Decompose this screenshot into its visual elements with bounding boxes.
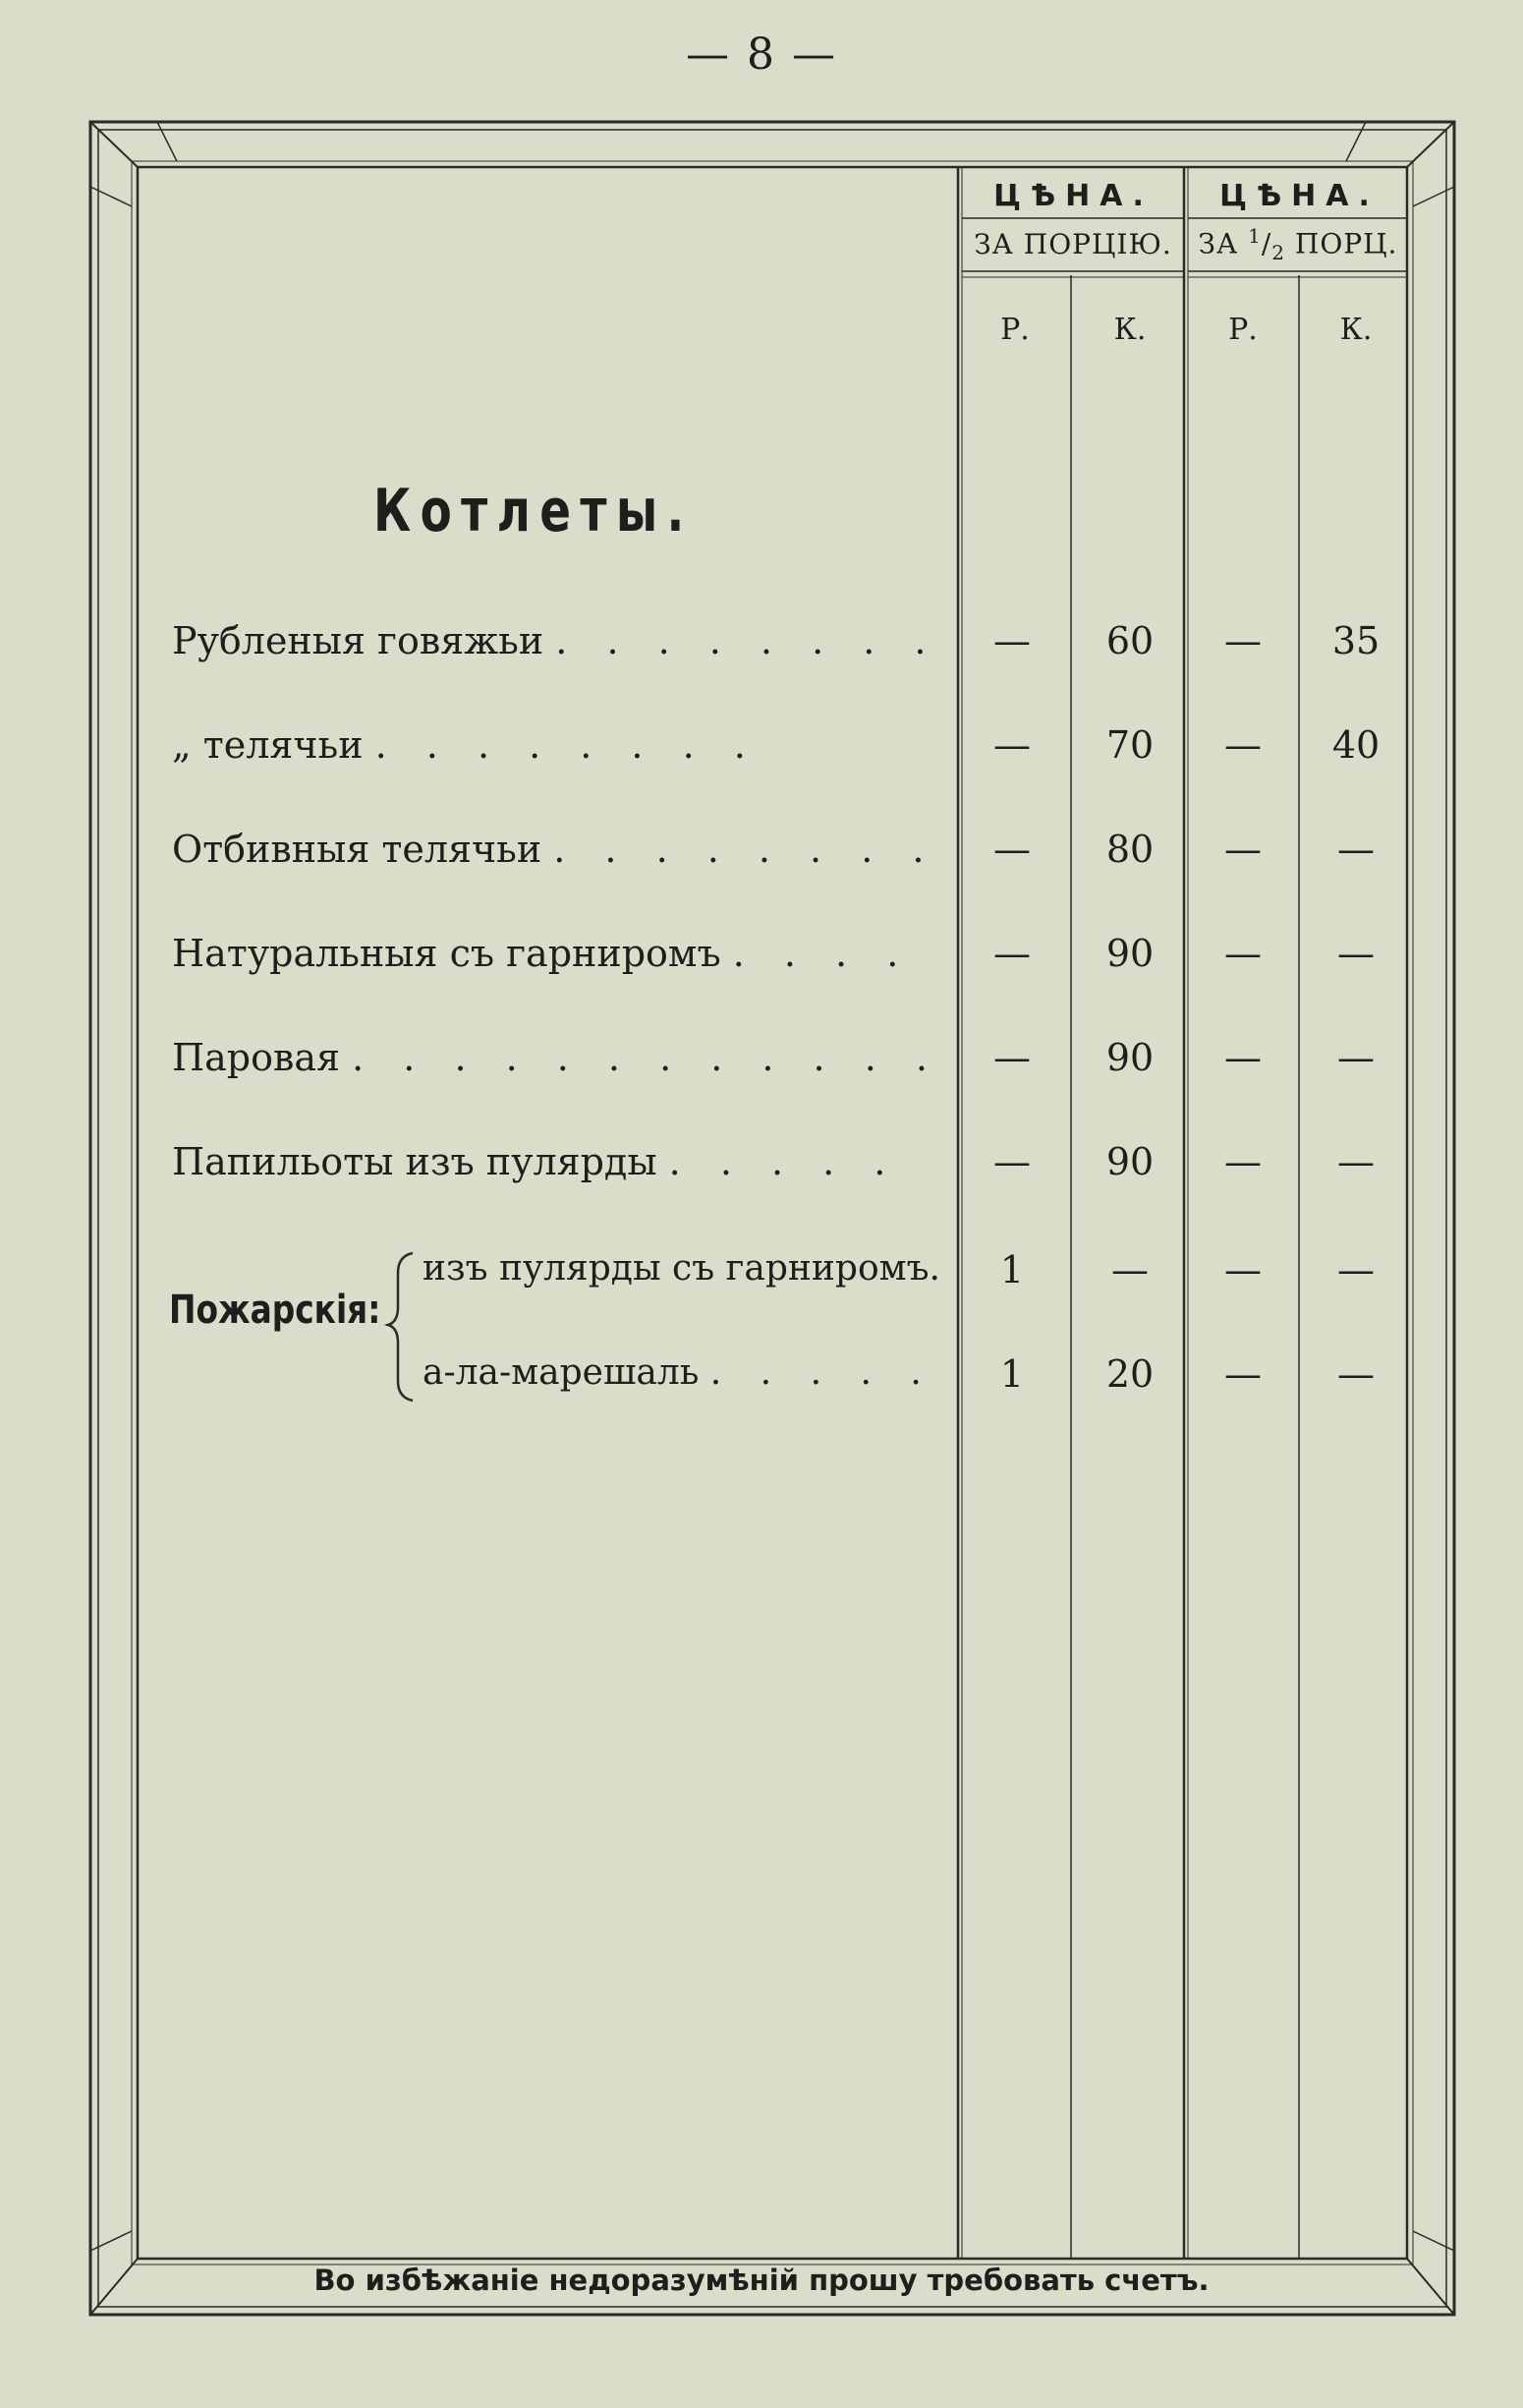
price-full-kopecks: 90 [1105,1140,1155,1183]
menu-item-row [0,1140,1523,1199]
price-half-kopecks: — [1337,1036,1375,1079]
price-full-kopecks: 60 [1105,619,1155,662]
price-half-rubles: — [1224,1036,1262,1079]
group-label: Пожарскія: [169,1288,381,1333]
group-item-name: изъ пулярды съ гарниромъ. [423,1248,940,1289]
menu-item-name: Отбивныя телячьи . . . . . . . . [172,828,938,871]
price-full-rubles: 1 [999,1248,1025,1291]
price-half-rubles: — [1224,828,1262,871]
price-full-rubles: — [993,1036,1031,1079]
section-title: Котлеты. [373,477,694,545]
page-number: — 8 — [686,29,837,80]
price-full-kopecks: 90 [1105,932,1155,975]
menu-item-name: Натуральныя съ гарниромъ . . . . [172,932,913,975]
price-full-rubles: 1 [999,1352,1025,1396]
price-half-rubles: — [1224,932,1262,975]
menu-item-name: Рубленыя говяжьи . . . . . . . . [172,619,940,662]
unit-kopecks-full: К. [1113,313,1147,347]
price-half-kopecks: — [1337,1248,1375,1291]
price-full-kopecks: 80 [1105,828,1155,871]
price-half-kopecks: — [1337,1140,1375,1183]
price-full-kopecks: — [1111,1248,1149,1291]
price-half-kopecks: — [1337,1352,1375,1396]
menu-item-row [0,619,1523,678]
menu-item-name: Паровая . . . . . . . . . . . . [172,1036,941,1079]
price-full-kopecks: 90 [1105,1036,1155,1079]
price-half-rubles: — [1224,1248,1262,1291]
price-full-rubles: — [993,828,1031,871]
price-half-rubles: — [1224,1352,1262,1396]
price-full-rubles: — [993,619,1031,662]
price-half-rubles: — [1224,619,1262,662]
full-portion-price-header: ЦѢНА. [993,179,1154,213]
unit-rubles-half: Р. [1228,313,1258,347]
unit-kopecks-half: К. [1339,313,1373,347]
price-full-kopecks: 70 [1105,723,1155,767]
group-item-row [0,1248,1523,1307]
footer-note: Во избѣжаніе недоразумѣній прошу требовать счетъ. [313,2264,1210,2297]
price-half-kopecks: — [1337,932,1375,975]
full-portion-subheader: ЗА ПОРЦІЮ. [974,228,1172,260]
half-portion-subheader: ЗА $^1/_2$ ПОРЦ. [1198,224,1398,264]
menu-item-name: Папильоты изъ пулярды . . . . . [172,1140,900,1183]
group-item-name: а-ла-марешаль . . . . . [423,1352,935,1393]
half-portion-price-header: ЦѢНА. [1219,179,1380,213]
menu-item-row [0,723,1523,782]
price-half-kopecks: — [1337,828,1375,871]
price-full-rubles: — [993,932,1031,975]
price-half-kopecks: 35 [1331,619,1381,662]
price-full-kopecks: 20 [1105,1352,1155,1396]
price-half-rubles: — [1224,723,1262,767]
menu-item-row [0,828,1523,887]
menu-item-name: „ телячьи . . . . . . . . [172,723,760,767]
unit-rubles-full: Р. [1000,313,1030,347]
menu-item-row [0,932,1523,991]
price-full-rubles: — [993,723,1031,767]
menu-item-row [0,1036,1523,1095]
price-full-rubles: — [993,1140,1031,1183]
price-half-rubles: — [1224,1140,1262,1183]
group-item-row [0,1352,1523,1411]
price-half-kopecks: 40 [1331,723,1381,767]
